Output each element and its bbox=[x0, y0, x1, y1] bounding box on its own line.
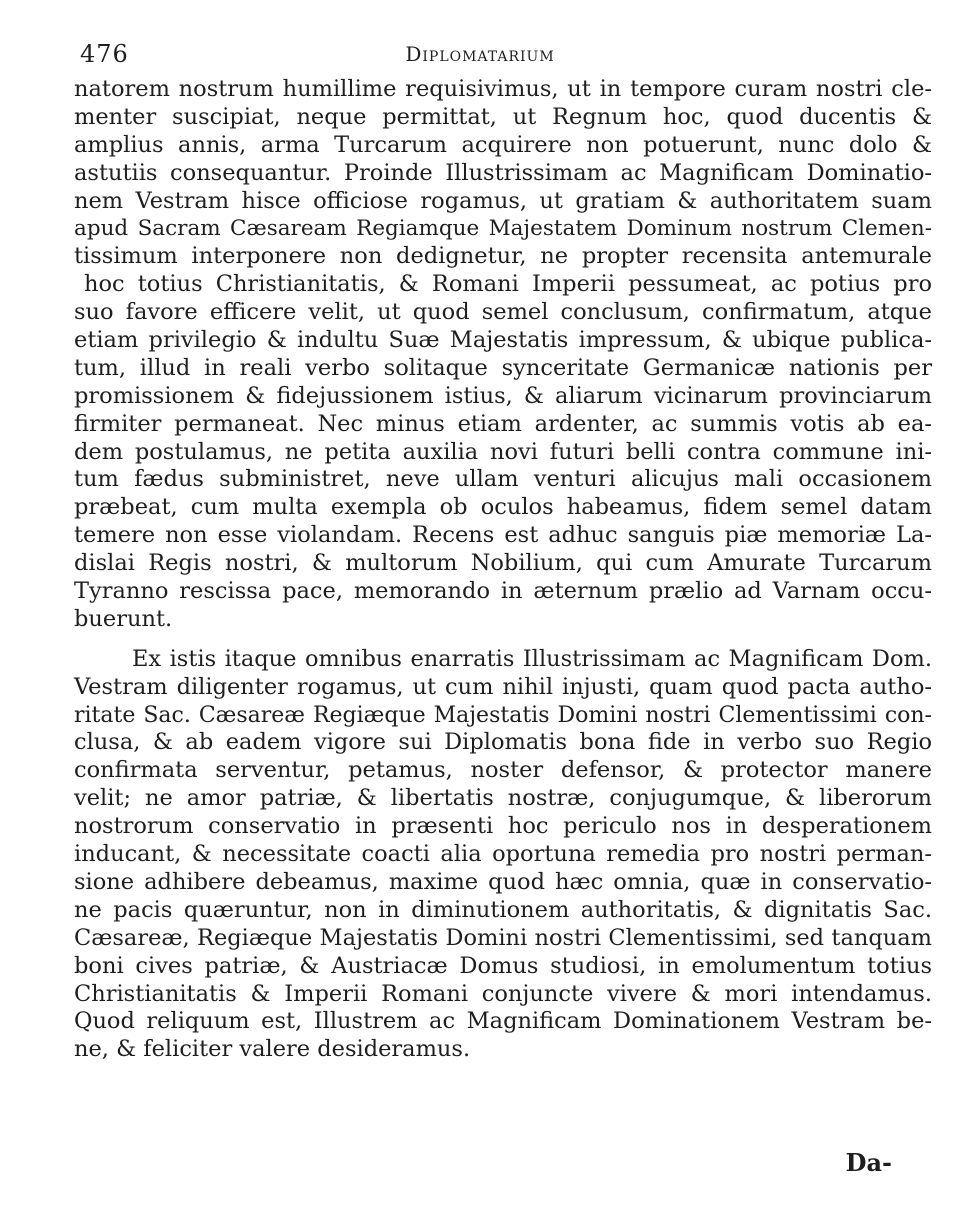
running-head: Diplomatarium bbox=[405, 42, 555, 66]
text-line: temere non esse violandam. Recens est adhuc sanguis piæ memoriæ La- bbox=[74, 522, 932, 549]
text-line: clusa, & ab eadem vigore sui Diplomatis bona fide in verbo suo Regio bbox=[74, 729, 932, 756]
text-line: menter suscipiat, neque permittat, ut Regnum hoc, quod ducentis & bbox=[74, 103, 932, 130]
text-line: Cæsareæ, Regiæque Majestatis Domini nostri Clementissimi, sed tanquam bbox=[74, 924, 932, 951]
text-line: nostrorum conservatio in præsenti hoc periculo nos in desperationem bbox=[74, 813, 932, 840]
text-line: Christianitatis & Imperii Romani conjuncte vivere & mori intendamus. bbox=[74, 980, 932, 1007]
text-line: buerunt. bbox=[74, 605, 173, 632]
text-line: confirmata serventur, petamus, noster defensor, & protector manere bbox=[74, 757, 932, 784]
text-line: firmiter permaneat. Nec minus etiam ardenter, ac summis votis ab ea- bbox=[74, 410, 932, 437]
text-line: inducant, & necessitate coacti alia oportuna remedia pro nostri perman- bbox=[74, 841, 932, 868]
text-line: Ex istis itaque omnibus enarratis Illustrissimam ac Magnificam Dom. bbox=[132, 645, 932, 672]
body-text bbox=[74, 76, 932, 1064]
text-line: Vestram diligenter rogamus, ut cum nihil injusti, quam quod pacta autho- bbox=[74, 673, 932, 700]
text-line: natorem nostrum humillime requisivimus, ut in tempore curam nostri cle- bbox=[74, 76, 932, 102]
text-line: amplius annis, arma Turcarum acquirere non potuerunt, nunc dolo & bbox=[74, 131, 932, 158]
text-line: velit; ne amor patriæ, & libertatis nostræ, conjugumque, & liberorum bbox=[74, 785, 932, 812]
text-line: tum, illud in reali verbo solitaque synceritate Germanicæ nationis per bbox=[74, 354, 932, 381]
text-line: præbeat, cum multa exempla ob oculos habeamus, fidem semel datam bbox=[74, 494, 932, 521]
text-line: hoc totius Christianitatis, & Romani Imperii pessumeat, ac potius pro bbox=[84, 271, 932, 298]
page-number: 476 bbox=[80, 40, 129, 68]
text-line: ritate Sac. Cæsareæ Regiæque Majestatis Domini nostri Clementissimi con- bbox=[74, 702, 932, 728]
text-line: Quod reliquum est, Illustrem ac Magnificam Dominationem Vestram be- bbox=[74, 1008, 932, 1035]
text-line: nem Vestram hisce officiose rogamus, ut gratiam & authoritatem suam bbox=[74, 187, 932, 214]
text-line: Tyranno rescissa pace, memorando in æternum prælio ad Varnam occu- bbox=[74, 578, 932, 605]
text-line: apud Sacram Cæsaream Regiamque Majestatem Dominum nostrum Clemen- bbox=[74, 216, 932, 242]
text-line: sione adhibere debeamus, maxime quod hæc omnia, quæ in conservatio- bbox=[74, 868, 932, 895]
text-line: etiam privilegio & indultu Suæ Majestatis impressum, & ubique publica- bbox=[74, 327, 932, 354]
text-line: ne, & feliciter valere desideramus. bbox=[74, 1036, 471, 1063]
paragraph-gap bbox=[74, 634, 932, 646]
catchword: Da- bbox=[845, 1148, 892, 1177]
text-line: astutiis consequantur. Proinde Illustrissimam ac Magnificam Dominatio- bbox=[74, 159, 932, 186]
text-line: tissimum interponere non dedignetur, ne propter recensita antemurale bbox=[74, 243, 932, 270]
text-line: ne pacis quæruntur, non in diminutionem authoritatis, & dignitatis Sac. bbox=[74, 896, 932, 923]
text-line: dislai Regis nostri, & multorum Nobilium, qui cum Amurate Turcarum bbox=[74, 550, 932, 577]
text-line: promissionem & fidejussionem istius, & aliarum vicinarum provinciarum bbox=[74, 382, 932, 409]
text-line: suo favore efficere velit, ut quod semel conclusum, confirmatum, atque bbox=[74, 299, 932, 326]
text-line: dem postulamus, ne petita auxilia novi futuri belli contra commune ini- bbox=[74, 438, 932, 465]
text-line: boni cives patriæ, & Austriacæ Domus studiosi, in emolumentum totius bbox=[74, 952, 932, 979]
text-line: tum fædus subministret, neve ullam venturi alicujus mali occasionem bbox=[74, 466, 932, 493]
